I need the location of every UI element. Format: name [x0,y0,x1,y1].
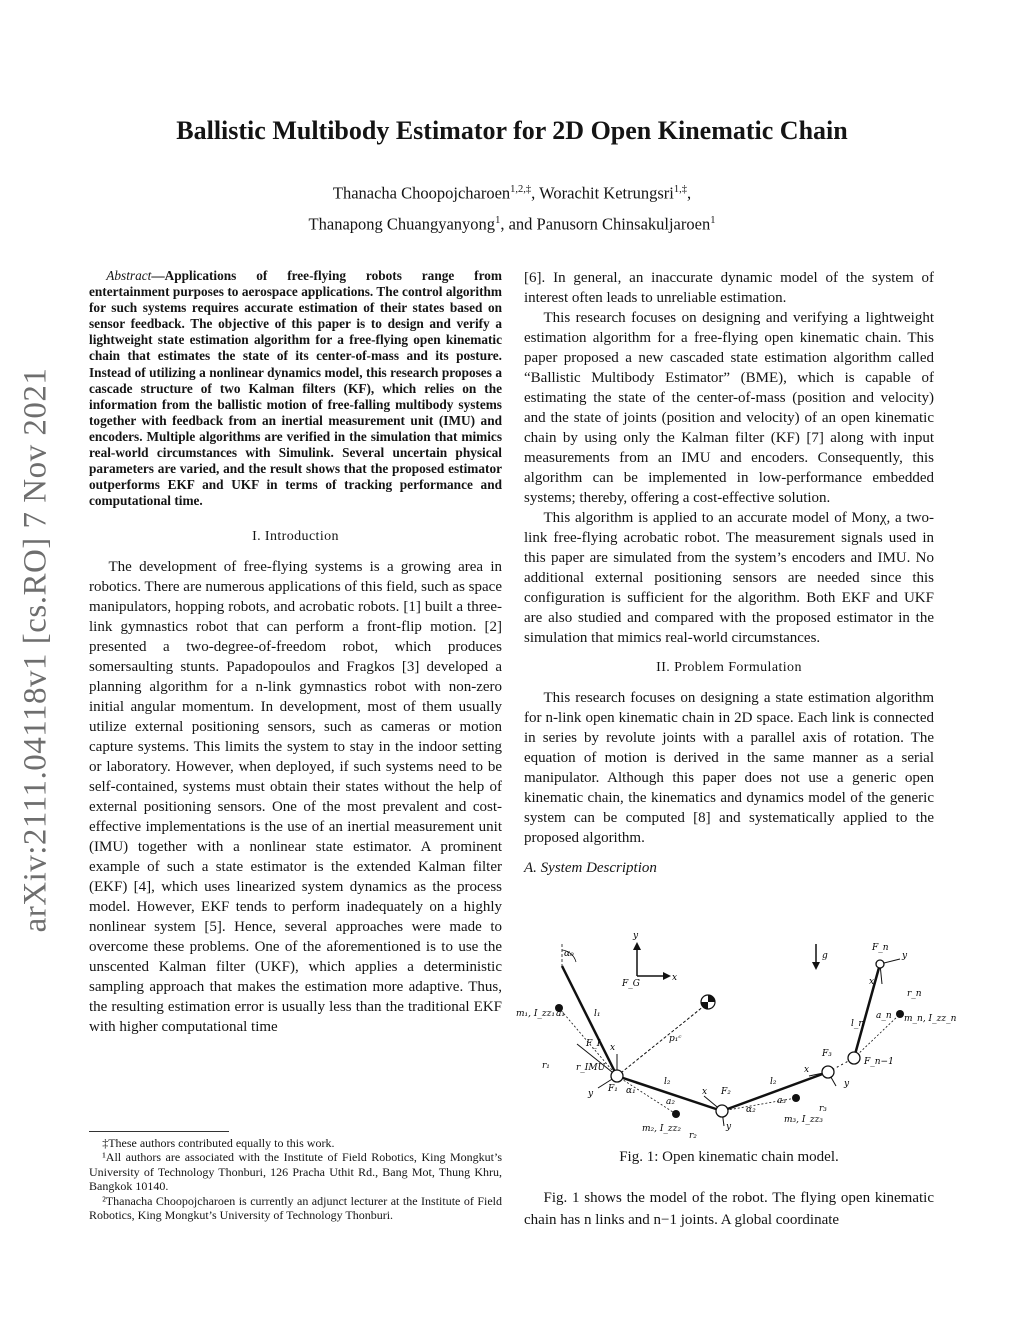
author-affiliation: 1 [710,214,716,226]
section-heading-problem-formulation: II. Problem Formulation [656,660,802,675]
label-rn: r_n [907,989,922,999]
label-alpha1: α₁ [626,1086,636,1096]
global-frame-x-arrowhead [663,972,671,980]
mass-3 [792,1094,800,1102]
joint-1 [611,1070,623,1082]
label-l2: l₂ [664,1077,671,1087]
footnote-affiliation: ¹All authors are associated with the Institute of Field Robotics, King Mongkut’s University of Technology Thonburi, 126 Pracha Uthit Rd., Bang Mot, Thung Khru, Bangkok 10140. [89,1150,502,1194]
label-a1: a₁ [556,1009,565,1019]
label-frame-imu: F_I [586,1039,601,1049]
label-imu-vector: r_IMU [576,1063,606,1073]
subsection-heading-system-description: A. System Description [524,860,657,876]
author-affiliation: 1,2,‡ [510,184,532,195]
label-frame-n: F_n [872,943,889,953]
author-name: Thanacha Choopojcharoen [332,183,511,203]
label-m1: m₁, I_zz₁ [516,1009,556,1019]
label-frame-3-x: x [804,1065,810,1075]
paragraph-after-figure: Fig. 1 shows the model of the robot. The flying open kinematic chain has n links and n−1 joints. A global coordinate [524,1190,934,1228]
label-alpha2: α₂ [746,1105,756,1115]
author-affiliation: 1,‡ [673,184,688,195]
author-line-2 [0,207,1024,238]
section-heading-introduction: I. Introduction [252,529,339,545]
mass-n [896,1010,904,1018]
label-frame-n-x: x [869,977,875,987]
label-com: p₁ᶜ [669,1034,682,1044]
left-column [89,268,502,1037]
paragraph-figure-description [524,1187,934,1231]
arxiv-identifier [6,340,66,960]
label-frame-1-y: y [588,1089,594,1099]
footnote-rule [89,1131,229,1132]
joint-n-1 [848,1052,860,1064]
author-affiliation: 1 [495,214,501,226]
label-global-frame: F_G [622,979,640,989]
label-frame-n-1: F_n−1 [864,1057,894,1067]
author-line-1 [0,176,1024,207]
label-frame-n-y: y [902,951,908,961]
label-r2: r₂ [689,1131,697,1141]
label-l2b: l₂ [770,1077,777,1087]
label-frame-2-x: x [702,1087,708,1097]
label-frame-3-y: y [844,1079,850,1089]
kinematic-chain-figure [514,926,957,1141]
author-name: Thanapong Chuangyanyong [308,214,496,233]
paper-title: Ballistic Multibody Estimator for 2D Open Kinematic Chain [176,116,848,145]
abstract-dash: — [151,268,165,283]
figure-caption: Fig. 1: Open kinematic chain model. [619,1149,839,1165]
label-a2: a₂ [666,1097,675,1107]
paragraph-research-focus: This research focuses on designing and verifying a lightweight estimation algorithm for a free-flying open kinematic chain. This paper proposed a new cascaded state estimation algorithm called “Ballistic Multibody Estimator” (BME), which is capable of estimating the state of the center-of-mass (position and velocity) and the state of joints (position and velocity) of an open kinematic chain by using only the Kalman filter (KF) [7] along with input measurements from an IMU and encoders. Consequently, this algorithm can be implemented in low-performance embedded systems; thereby, offering a cost-effective solution. [524,310,934,506]
label-r1: r₁ [542,1061,550,1071]
label-frame-3: F₃ [822,1049,832,1059]
joint-3 [822,1066,834,1078]
gravity-arrowhead [812,962,820,970]
abstract-text: Applications of free-flying robots range from entertainment purposes to aerospace applications. The control algorithm for such systems requires accurate estimation of their states based on sensor feedback. The objective of this paper is to design and verify a lightweight state estimation algorithm for a free-flying open kinematic chain that estimates the state of its center-of-mass and its posture. Instead of utilizing a nonlinear dynamics model, this research proposes a cascade structure of two Kalman filters (KF), which relies on the information from the ballistic motion of free-falling multibody systems together with feedback from an inertial measurement unit (IMU) and encoders. Multiple algorithms are verified in the simulation that mimics real-world circumstances with Simulink. Several uncertain physical parameters are varied, and the result shows that the proposed estimator outperforms EKF and UKF in terms of tracking performance and computational time. [89,268,502,509]
label-frame-1: F₁ [608,1084,618,1094]
global-frame-y-arrowhead [633,942,641,950]
label-gravity: g [822,951,828,961]
abstract [89,268,502,509]
com-vector [617,1006,704,1076]
abstract-label: Abstract [106,268,152,283]
label-m2: m₂, I_zz₂ [642,1124,682,1134]
com-marker-quadrant-2 [701,1002,708,1009]
author-separator: , [687,183,692,203]
footnote-adjunct: ²Thanacha Choopojcharoen is currently an adjunct lecturer at the Institute of Field Robotics, King Mongkut’s University of Technology Thonburi. [89,1193,502,1223]
intro-paragraph: The development of free-flying systems is a growing area in robotics. There are numerous applications of this field, such as space manipulators, hopping robots, and acrobatic robots. [1] built a three-link gymnastics robot that can perform a front-flip motion. [2] presented a two-degree-of-freedom robot, which produces somersaulting stunts. Papadopoulos and Fragkos [3] developed a planning algorithm for a n-link gymnastics robot with non-zero initial angular momentum. In development, most of them usually utilize external positioning sensors, such as cameras or motion capture systems. This limits the system to stay in the indoor setting or laboratory. However, when deployed, if such systems need to be self-contained, systems must obtain their states without the help of external positioning sensors. One of the most prevalent and cost-effective implementations is the use of an inertial measurement unit (IMU) together with a nonlinear state estimator. A prominent example of such a state estimator is the extended Kalman filter (EKF) [4], which uses linearized system dynamics as the process model. However, EKF tends to perform inadequately on a highly nonlinear system [5]. Hence, several approaches were made to overcome these problems. One of the aforementioned is to use the unscented Kalman filter (UKF), which applies a deterministic sampling approach that makes the estimation more adaptive. Thus, the resulting estimation error is usually less than the traditional EKF with higher computational time [89,559,502,1036]
joint-n [876,960,884,968]
label-frame-1-x: x [610,1043,616,1053]
mass-2 [672,1110,680,1118]
label-l1: l₁ [594,1009,601,1019]
label-ln: l_n [851,1019,865,1029]
label-a3: a₃ [777,1096,786,1106]
label-global-frame-y: y [633,931,639,941]
label-mn: m_n, I_zz_n [904,1014,957,1024]
author-list [0,176,1024,237]
label-an: a_n [876,1011,892,1021]
joint-2 [716,1105,728,1117]
paragraph-continued: [6]. In general, an inaccurate dynamic model of the system of interest often leads to unreliable estimation. [524,270,934,306]
author-name: , Worachit Ketrungsri [531,183,674,203]
paragraph-application: This algorithm is applied to an accurate model of Monχ, a two-link free-flying acrobatic robot. The measurement signals used in this paper are simulated from the system’s encoders and IMU. No additional external positioning sensors are needed since this configuration is sufficient for the algorithm. Both EKF and UKF are also studied and compared with the proposed estimator in the simulation that mimics real-world circumstances. [524,510,934,646]
com-marker-quadrant-1 [708,995,715,1002]
paragraph-problem: This research focuses on designing a state estimation algorithm for n-link open kinematic chain in 2D space. Each link is connected in series by revolute joints with a parallel axis of rotation. The equation of motion is derived in the same manner as a serial manipulator. Although this paper does not use a generic open kinematic chain, the kinematics and dynamics model of the generic system can be computed [8] and systematically applied to the proposed algorithm. [524,690,934,846]
right-column [524,268,934,878]
footnotes [89,1131,502,1222]
arxiv-identifier-text: arXiv:2111.04118v1 [cs.RO] 7 Nov 2021 [17,367,54,933]
label-frame-2-y: y [726,1122,732,1132]
footnote-equal-contribution: ‡These authors contributed equally to this work. [102,1136,335,1150]
label-r3: r₃ [819,1104,827,1114]
label-frame-2: F₂ [721,1087,731,1097]
label-m3: m₃, I_zz₃ [784,1115,824,1125]
label-global-frame-x: x [672,973,678,983]
author-name: , and Panusorn Chinsakuljaroen [500,214,711,233]
label-alpha0: α₀ [564,949,574,959]
